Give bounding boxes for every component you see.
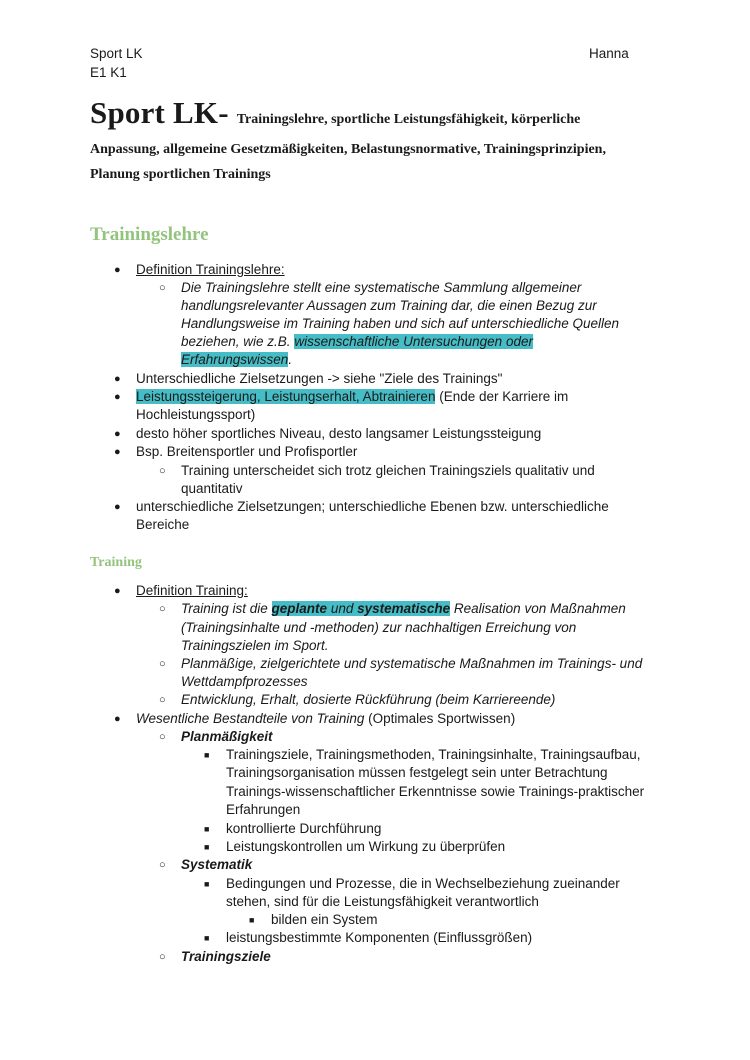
list-subitem-text: quantitativ [181,481,243,496]
highlighted-text: und [327,601,358,616]
definition-text-line: Die Trainingslehre stellt eine systematische Sammlung allgemeiner [181,280,582,295]
circle-bullet-icon: ○ [159,658,166,670]
definition-text-line [181,600,626,618]
header-course: E1 K1 [90,65,127,80]
circle-bullet-icon: ○ [159,951,166,963]
highlighted-text: systematische [357,601,451,616]
title-subtitle-line2: Anpassung, allgemeine Gesetzmäßigkeiten, Belastungsnormative, Trainingsprinzipien, [90,142,606,157]
list-subitem-text: Trainingsorganisation müssen festgelegt sein unter Betrachtung [226,765,608,780]
circle-bullet-icon: ○ [159,465,166,477]
definition-text: Realisation von Maßnahmen [450,601,626,616]
square-bullet-icon: ■ [204,824,210,834]
disc-bullet-icon: ● [114,428,121,440]
list-item-performance [136,388,568,406]
list-item-text: (Ende der Karriere im [435,389,569,404]
definition-text: Training ist die [181,601,272,616]
list-item-different-goals: unterschiedliche Zielsetzungen; unterschiedliche Ebenen bzw. unterschiedliche [136,499,609,514]
square-bullet-icon: ■ [204,750,210,760]
document-title [90,95,670,187]
list-subitem-text: leistungsbestimmte Komponenten (Einflussgrößen) [226,930,533,945]
list-item-text: (Optimales Sportwissen) [364,711,516,726]
subheading-trainingsziele: Trainingsziele [181,949,271,964]
list-subitem-text: Bedingungen und Prozesse, die in Wechselbeziehung zueinander [226,876,620,891]
list-item-level: desto höher sportliches Niveau, desto langsamer Leistungssteigung [136,426,542,441]
definition-text-line: Entwicklung, Erhalt, dosierte Rückführung (beim Karriereende) [181,692,556,707]
circle-bullet-icon: ○ [159,859,166,871]
subheading-systematik: Systematik [181,857,253,872]
list-item-text: Wesentliche Bestandteile von Training [136,711,365,726]
definition-text-line: Wettdampfprozesses [181,674,308,689]
definition-text-line: Planmäßige, zielgerichtete und systematische Maßnahmen im Trainings- und [181,656,643,671]
highlighted-text: Leistungssteigerung, Leistungserhalt, Abtrainieren [136,389,436,404]
square-bullet-icon: ■ [249,915,255,925]
disc-bullet-icon: ● [114,713,121,725]
definition-text-line: (Trainingsinhalte und -methoden) zur nachhaltigen Erreichung von [181,620,577,635]
disc-bullet-icon: ● [114,391,121,403]
circle-bullet-icon: ○ [159,603,166,615]
definition-text: beziehen, wie z.B. [181,334,295,349]
square-bullet-icon: ■ [204,842,210,852]
disc-bullet-icon: ● [114,501,121,513]
disc-bullet-icon: ● [114,585,121,597]
disc-bullet-icon: ● [114,373,121,385]
definition-text-line: handlungsrelevanter Aussagen zum Training dar, die einen Bezug zur [181,298,597,313]
list-subitem-text: stehen, sind für die Leistungsfähigkeit verantwortlich [226,894,539,909]
list-item-text: Bereiche [136,517,190,532]
highlighted-text: geplante [271,601,328,616]
disc-bullet-icon: ● [114,264,121,276]
circle-bullet-icon: ○ [159,731,166,743]
square-bullet-icon: ■ [204,933,210,943]
header-author: Hanna [589,46,629,61]
subheading-planmaessigkeit: Planmäßigkeit [181,729,273,744]
title-subtitle-line1: Trainingslehre, sportliche Leistungsfähigkeit, körperliche [236,112,581,127]
list-item-components [136,710,515,728]
circle-bullet-icon: ○ [159,282,166,294]
section-heading-training: Training [90,555,142,570]
list-subitem-text: bilden ein System [271,912,378,927]
list-subitem-text: Training unterscheidet sich trotz gleichen Trainingsziels qualitativ und [181,463,595,478]
list-item-goals: Unterschiedliche Zielsetzungen -> siehe "Ziele des Trainings" [136,371,503,386]
square-bullet-icon: ■ [204,879,210,889]
list-subitem-text: Erfahrungen [226,802,301,817]
list-subitem-text: Trainings-wissenschaftlicher Erkenntnisse sowie Trainings-praktischer [226,784,645,799]
title-subtitle-line3: Planung sportlichen Trainings [90,167,271,182]
list-subitem-text: Leistungskontrollen um Wirkung zu überprüfen [226,839,506,854]
section-heading-trainingslehre: Trainingslehre [90,224,209,245]
disc-bullet-icon: ● [114,446,121,458]
definition-text-line: Handlungsweise im Training haben und sich auf unterschiedliche Quellen [181,316,620,331]
list-item-text: Hochleistungssport) [136,407,256,422]
definition-label: Definition Training: [136,583,248,598]
definition-text-line [181,351,292,369]
definition-text: . [288,352,293,367]
definition-label: Definition Trainingslehre: [136,262,285,277]
definition-text-line: Trainingszielen im Sport. [181,638,329,653]
circle-bullet-icon: ○ [159,694,166,706]
header-subject: Sport LK [90,46,143,61]
list-subitem-text: kontrollierte Durchführung [226,821,382,836]
title-main: Sport LK- [90,95,229,130]
list-subitem-text: Trainingsziele, Trainingsmethoden, Trainingsinhalte, Trainingsaufbau, [226,747,641,762]
definition-text-line [181,333,533,351]
list-item-example: Bsp. Breitensportler und Profisportler [136,444,358,459]
highlighted-text: wissenschaftliche Untersuchungen oder [294,334,533,349]
highlighted-text: Erfahrungswissen [181,352,289,367]
